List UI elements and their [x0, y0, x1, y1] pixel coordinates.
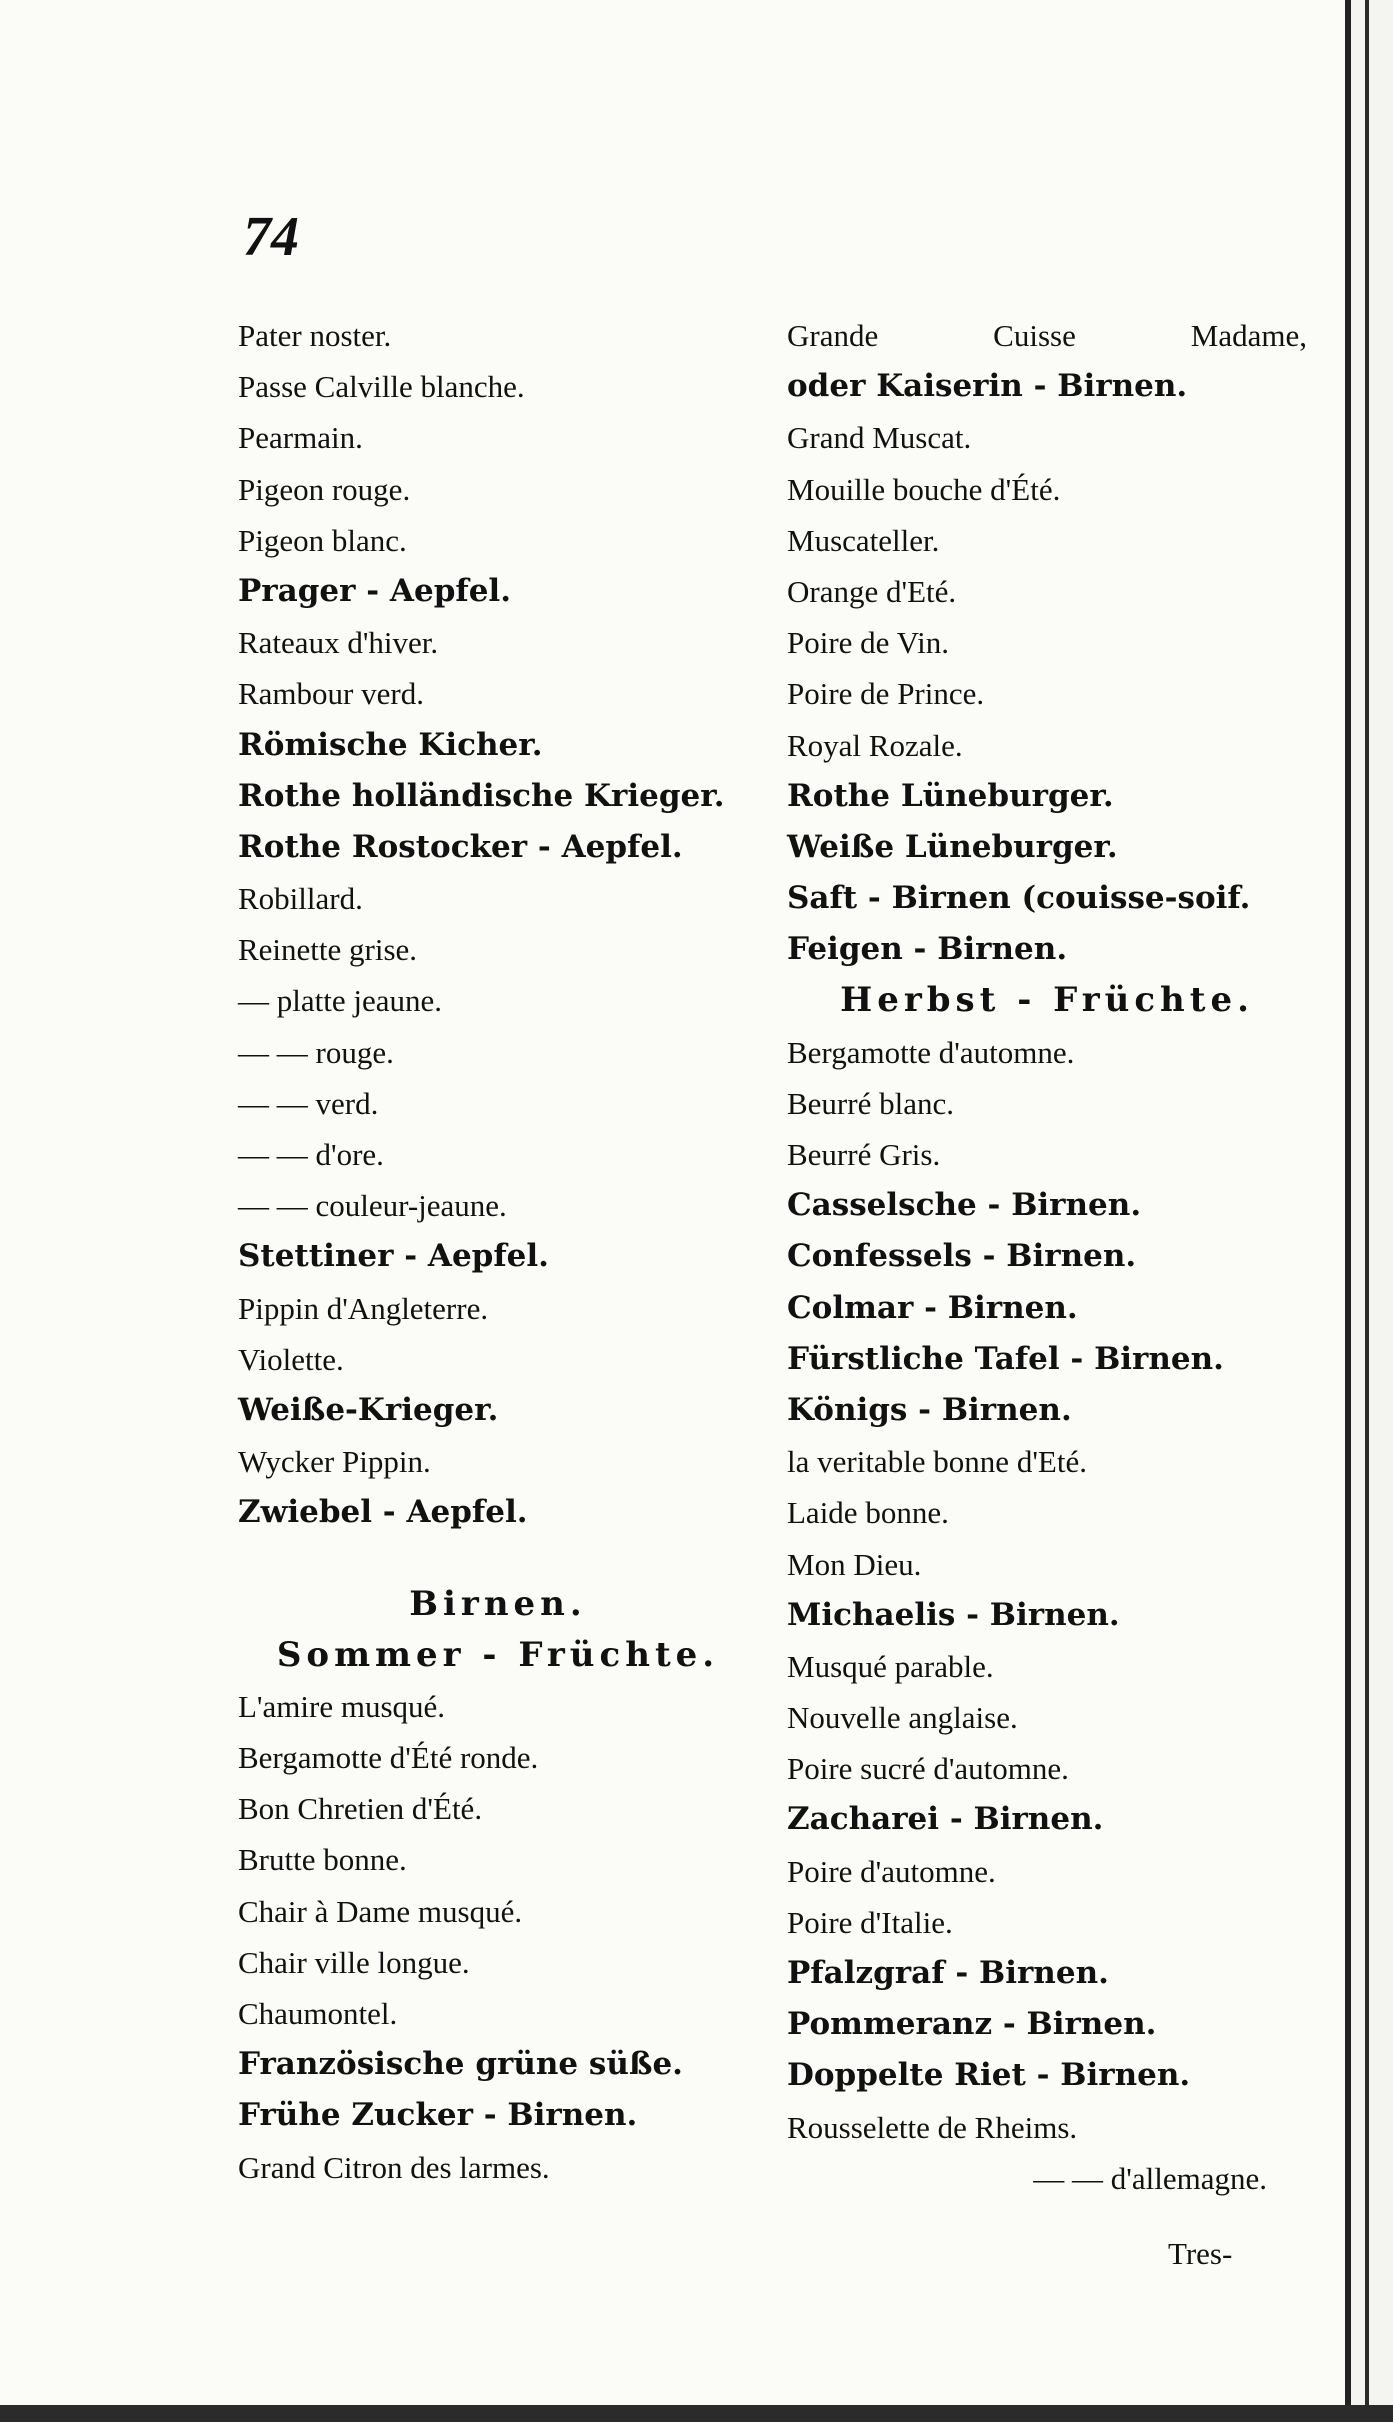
fruit-entry: Pommeranz - Birnen.: [787, 2006, 1157, 2043]
fruit-entry: Pater noster.: [238, 318, 392, 353]
fruit-entry: Chair à Dame musqué.: [238, 1893, 523, 1929]
fruit-entry: Muscateller.: [787, 522, 940, 558]
fruit-entry: Chair ville longue.: [238, 1944, 470, 1980]
section-heading: Sommer - Früchte.: [276, 1634, 720, 1675]
fruit-entry: — — verd.: [238, 1085, 379, 1121]
fruit-entry: Brutte bonne.: [238, 1842, 407, 1878]
fruit-entry: oder Kaiserin - Birnen.: [787, 368, 1188, 405]
fruit-entry: Rothe holländische Krieger.: [238, 777, 725, 814]
fruit-entry: Fürstliche Tafel - Birnen.: [787, 1340, 1224, 1377]
fruit-entry: Confessels - Birnen.: [787, 1238, 1137, 1275]
fruit-entry: L'amire musqué.: [238, 1688, 446, 1724]
fruit-entry: Römische Kicher.: [238, 726, 543, 763]
section-heading: Birnen.: [409, 1583, 587, 1624]
fruit-entry: Reinette grise.: [238, 932, 418, 968]
fruit-entry: Bon Chretien d'Été.: [238, 1791, 483, 1827]
fruit-entry: Grand Citron des larmes.: [238, 2149, 550, 2185]
fruit-entry: Poire d'Italie.: [787, 1904, 953, 1940]
fruit-entry: la veritable bonne d'Eté.: [787, 1444, 1087, 1480]
fruit-entry: Prager - Aepfel.: [238, 572, 511, 609]
fruit-entry: Zacharei - Birnen.: [787, 1801, 1104, 1838]
fruit-entry: Grande Cuisse Madame,: [787, 318, 1307, 353]
fruit-entry: Colmar - Birnen.: [787, 1289, 1078, 1326]
fruit-entry: Zwiebel - Aepfel.: [238, 1494, 528, 1531]
fruit-entry: Poire de Prince.: [787, 676, 985, 712]
fruit-entry: Grand Muscat.: [787, 420, 972, 456]
fruit-entry: Pippin d'Angleterre.: [238, 1290, 489, 1326]
fruit-entry: Rothe Lüneburger.: [787, 777, 1114, 814]
fruit-entry: — — d'allemagne.: [1033, 2160, 1267, 2196]
fruit-entry: Rambour verd.: [238, 676, 424, 712]
fruit-entry: Wycker Pippin.: [238, 1444, 431, 1480]
catchword: Tres-: [1168, 2236, 1233, 2271]
facing-page-edge: [1351, 0, 1393, 2422]
section-heading: Herbst - Früchte.: [840, 980, 1254, 1021]
fruit-entry: Laide bonne.: [787, 1495, 949, 1531]
fruit-entry: — — d'ore.: [238, 1137, 384, 1172]
scan-border: [0, 2405, 1393, 2422]
fruit-entry: Musqué parable.: [787, 1648, 994, 1684]
fruit-entry: Mouille bouche d'Été.: [787, 471, 1061, 507]
fruit-entry: Mon Dieu.: [787, 1546, 922, 1582]
fruit-entry: Robillard.: [238, 881, 363, 917]
fruit-entry: Pearmain.: [238, 420, 363, 456]
fruit-entry: Casselsche - Birnen.: [787, 1187, 1142, 1224]
fruit-entry: Poire d'automne.: [787, 1853, 996, 1889]
fruit-entry: Passe Calville blanche.: [238, 369, 525, 405]
fruit-entry: Royal Rozale.: [787, 727, 963, 763]
fruit-entry: Pfalzgraf - Birnen.: [787, 1955, 1109, 1991]
fruit-entry: — — rouge.: [238, 1034, 394, 1070]
fruit-entry: Poire sucré d'automne.: [787, 1751, 1069, 1787]
fruit-entry: Doppelte Riet - Birnen.: [787, 2057, 1191, 2094]
fruit-entry: — platte jeaune.: [238, 983, 442, 1019]
page-number: 74: [243, 206, 299, 268]
right-column: [787, 310, 1307, 2204]
fruit-entry: [238, 1539, 758, 1579]
fruit-entry: Königs - Birnen.: [787, 1391, 1072, 1428]
fruit-entry: Michaelis - Birnen.: [787, 1596, 1120, 1633]
fruit-entry: Rousselette de Rheims.: [787, 2109, 1078, 2145]
fruit-entry: Violette.: [238, 1341, 344, 1377]
fruit-entry: Nouvelle anglaise.: [787, 1700, 1018, 1736]
fruit-entry: — — couleur-jeaune.: [238, 1188, 507, 1224]
fruit-entry: Stettiner - Aepfel.: [238, 1238, 549, 1275]
fruit-entry: Orange d'Eté.: [787, 573, 957, 609]
fruit-entry: Rothe Rostocker - Aepfel.: [238, 828, 683, 865]
fruit-entry: Chaumontel.: [238, 1996, 398, 2031]
fruit-entry: Saft - Birnen (couisse-soif.: [787, 880, 1251, 917]
fruit-entry: Frühe Zucker - Birnen.: [238, 2097, 638, 2134]
left-column: [238, 310, 758, 2193]
fruit-entry: Feigen - Birnen.: [787, 931, 1068, 968]
fruit-entry: Rateaux d'hiver.: [238, 625, 439, 661]
fruit-entry: Pigeon blanc.: [238, 522, 407, 558]
fruit-entry: Bergamotte d'automne.: [787, 1034, 1075, 1070]
fruit-entry: Französische grüne süße.: [238, 2046, 683, 2083]
fruit-entry: Beurré blanc.: [787, 1085, 954, 1121]
fruit-entry: Poire de Vin.: [787, 625, 950, 661]
fruit-entry: Bergamotte d'Été ronde.: [238, 1740, 539, 1776]
page-gutter-line: [1365, 0, 1369, 2422]
fruit-entry: Pigeon rouge.: [238, 471, 411, 507]
fruit-entry: Weiße Lüneburger.: [787, 828, 1118, 865]
fruit-entry: Beurré Gris.: [787, 1137, 941, 1172]
fruit-entry: Weiße-Krieger.: [238, 1391, 499, 1428]
